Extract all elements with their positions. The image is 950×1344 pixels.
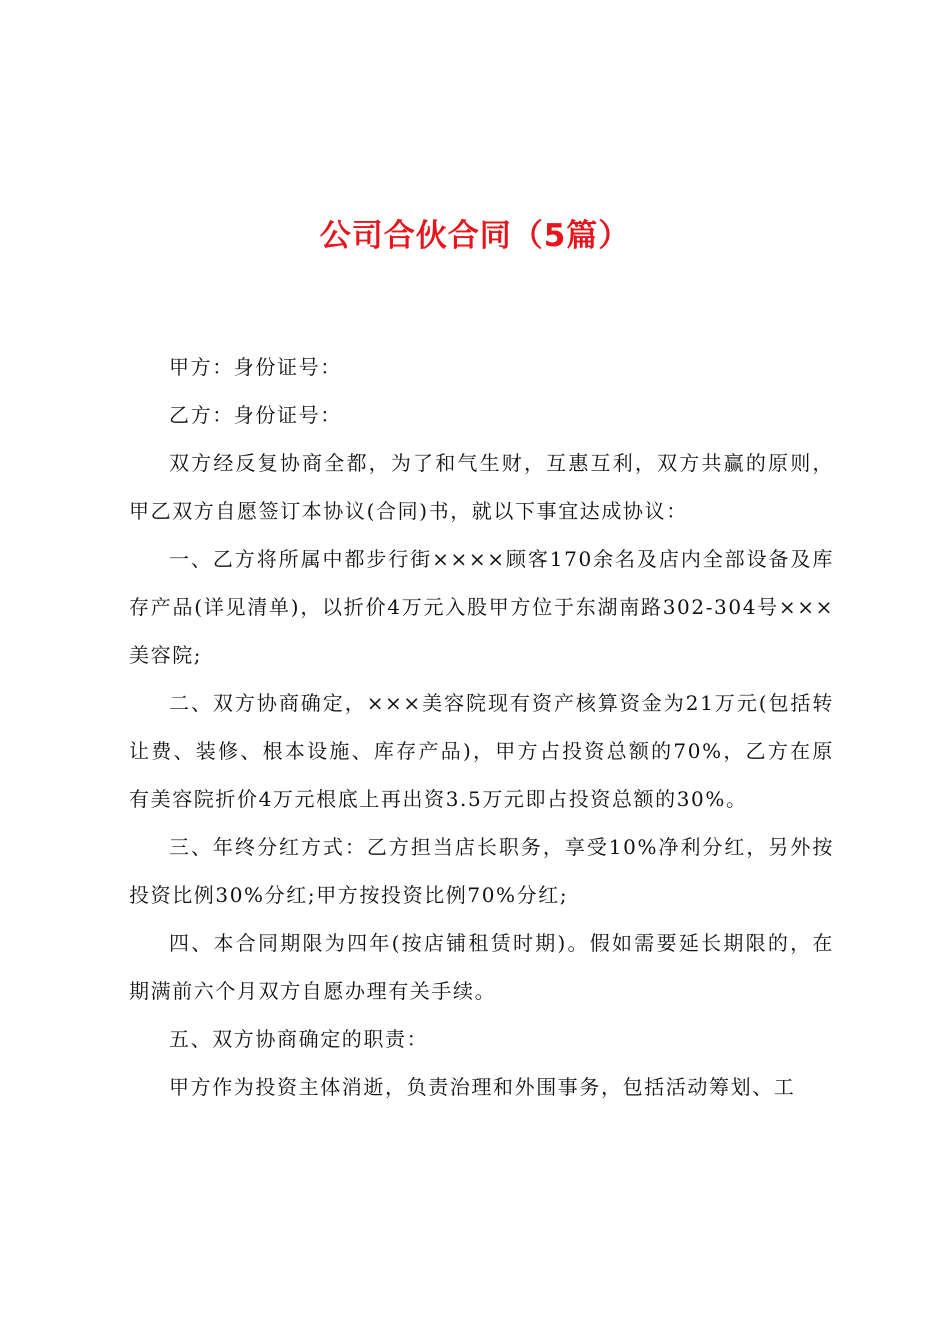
document-title: 公司合伙合同（5篇）: [319, 218, 631, 254]
clause-4-paragraph: 四、本合同期限为四年(按店铺租赁时期)。假如需要延长期限的，在期满前六个月双方自愿办理有关手续。: [129, 931, 834, 1003]
document-body: [129, 343, 834, 1111]
clause-5-heading: 五、双方协商确定的职责：: [169, 1027, 429, 1051]
clause-3-paragraph: 三、年终分红方式：乙方担当店长职务，享受10%净利分红，另外按投资比例30%分红;甲方按投资比例70%分红;: [129, 835, 834, 907]
party-a-line: 甲方：身份证号：: [169, 355, 342, 379]
preamble-paragraph: 双方经反复协商全都，为了和气生财，互惠互利，双方共赢的原则，甲乙双方自愿签订本协议(合同)书，就以下事宜达成协议：: [129, 451, 834, 523]
clause-5-paragraph: 甲方作为投资主体消逝，负责治理和外围事务，包括活动筹划、工: [169, 1075, 796, 1099]
clause-2-paragraph: 二、双方协商确定，×××美容院现有资产核算资金为21万元(包括转让费、装修、根本设施、库存产品)，甲方占投资总额的70%，乙方在原有美容院折价4万元根底上再出资3.5万元即占投资总额的30%。: [129, 691, 834, 811]
party-b-line: 乙方：身份证号：: [169, 403, 342, 427]
clause-1-paragraph: 一、乙方将所属中都步行街××××顾客170余名及店内全部设备及库存产品(详见清单)，以折价4万元入股甲方位于东湖南路302-304号×××美容院;: [129, 547, 834, 667]
